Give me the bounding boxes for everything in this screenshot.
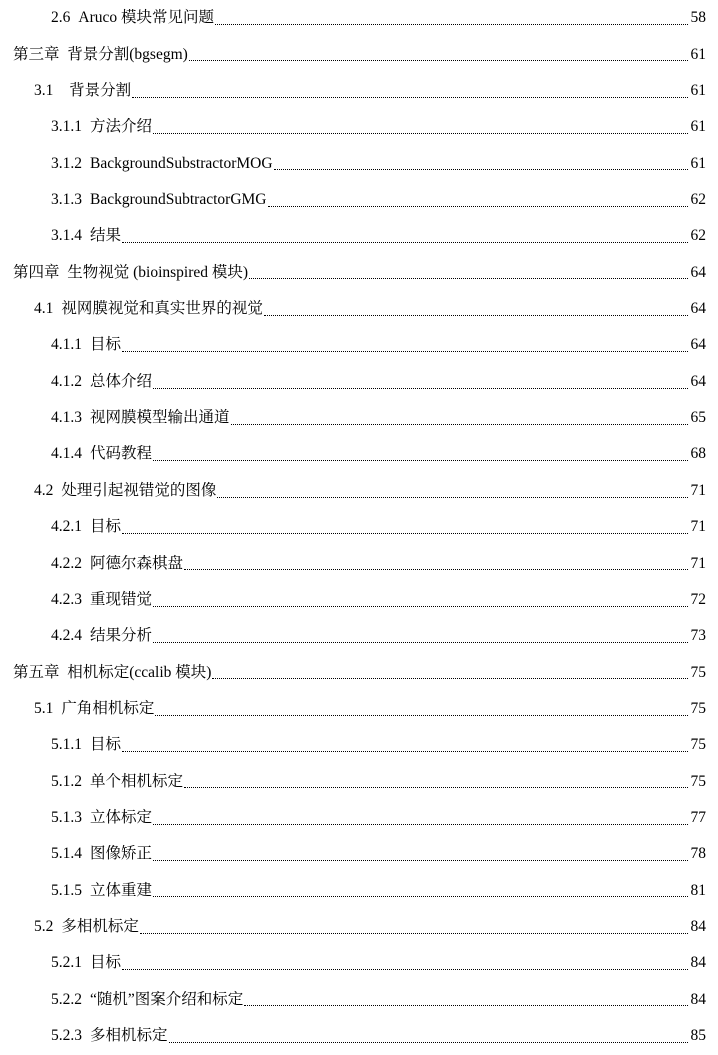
dot-leader	[122, 241, 688, 243]
toc-entry-number: 4.1.2	[51, 372, 82, 390]
toc-entry[interactable]	[0, 836, 718, 872]
toc-entry-number: 5.2.1	[51, 954, 82, 972]
toc-entry-number: 4.2.2	[51, 554, 82, 572]
toc-entry-page-number: 84	[690, 918, 706, 935]
toc-entry-page-number: 84	[690, 990, 706, 1008]
toc-entry-number: 5.2	[34, 918, 54, 935]
toc-entry-number: 4.2.4	[51, 627, 82, 645]
toc-entry-number: 4.2.1	[51, 518, 82, 536]
toc-entry[interactable]	[0, 291, 718, 327]
dot-leader	[244, 1004, 688, 1006]
toc-entry-page-number: 75	[690, 772, 706, 790]
toc-entry-page-number: 64	[690, 263, 706, 281]
toc-entry-page-number: 75	[690, 699, 706, 717]
toc-entry[interactable]	[0, 800, 718, 836]
toc-entry-title: 第五章 相机标定(ccalib 模块)	[13, 663, 212, 681]
toc-entry[interactable]	[0, 582, 718, 618]
toc-entry-title: 目标	[90, 736, 122, 754]
toc-entry[interactable]	[0, 691, 718, 727]
toc-entry-page-number: 64	[690, 336, 706, 354]
toc-entry-page-number: 71	[690, 518, 706, 536]
toc-entry-number: 5.2.3	[51, 1027, 82, 1045]
toc-entry-page-number: 61	[690, 154, 706, 172]
dot-leader	[217, 496, 688, 498]
toc-entry-title: 视网膜视觉和真实世界的视觉	[61, 300, 263, 318]
dot-leader	[153, 895, 688, 897]
toc-entry-page-number: 61	[690, 81, 706, 99]
toc-entry-number: 4.1.1	[51, 336, 82, 354]
toc-entry-number: 5.1	[34, 699, 54, 717]
toc-entry-number: 5.1.1	[51, 736, 82, 754]
toc-entry-page-number: 62	[690, 191, 706, 208]
toc-entry-title: 目标	[90, 954, 122, 972]
dot-leader	[122, 750, 688, 752]
toc-entry-title: 阿德尔森棋盘	[90, 554, 184, 572]
toc-entry[interactable]	[0, 618, 718, 654]
toc-entry-title: 第四章 生物视觉 (bioinspired 模块)	[13, 263, 249, 281]
dot-leader	[140, 932, 688, 934]
toc-entry-number: 3.1.4	[51, 227, 82, 245]
dot-leader	[169, 1041, 688, 1043]
toc-entry-number: 5.1.4	[51, 845, 82, 863]
toc-entry[interactable]	[0, 654, 718, 690]
toc-entry-title: 立体标定	[90, 808, 153, 826]
toc-entry-number: 2.6	[51, 9, 71, 27]
dot-leader	[153, 823, 688, 825]
dot-leader	[153, 641, 688, 643]
toc-entry-number: 5.1.3	[51, 808, 82, 826]
dot-leader	[264, 314, 688, 316]
toc-entry[interactable]	[0, 400, 718, 436]
dot-leader	[155, 714, 688, 716]
toc-entry-title: 立体重建	[90, 881, 153, 899]
toc-entry-number: 4.1.3	[51, 409, 82, 427]
toc-entry-title: 视网膜模型输出通道	[90, 409, 230, 427]
dot-leader	[215, 23, 688, 25]
toc-entry[interactable]	[0, 36, 718, 72]
dot-leader	[212, 677, 688, 679]
dot-leader	[231, 423, 688, 425]
toc-entry-page-number: 71	[690, 554, 706, 572]
dot-leader	[184, 786, 688, 788]
dot-leader	[132, 96, 688, 98]
toc-entry[interactable]	[0, 763, 718, 799]
toc-entry-number: 4.2	[34, 481, 54, 499]
toc-entry-title: Aruco 模块常见问题	[78, 9, 214, 27]
toc-entry-page-number: 75	[690, 736, 706, 754]
toc-entry-title: 处理引起视错觉的图像	[61, 481, 217, 499]
toc-entry-number: 3.1.3	[51, 191, 82, 208]
dot-leader	[122, 350, 688, 352]
toc-entry[interactable]	[0, 545, 718, 581]
dot-leader	[153, 459, 688, 461]
toc-entry[interactable]	[0, 109, 718, 145]
toc-entry-number: 5.2.2	[51, 990, 82, 1008]
toc-entry-title: 方法介绍	[90, 118, 153, 136]
toc-entry[interactable]	[0, 909, 718, 945]
toc-entry-page-number: 61	[690, 118, 706, 136]
toc-entry-title: 目标	[90, 518, 122, 536]
toc-entry-number: 5.1.2	[51, 772, 82, 790]
toc-entry-title: 多相机标定	[61, 918, 139, 935]
toc-entry-page-number: 58	[690, 9, 706, 27]
toc-entry-page-number: 78	[690, 845, 706, 863]
dot-leader	[122, 532, 688, 534]
toc-entry-title: 目标	[90, 336, 122, 354]
toc-entry-page-number: 61	[690, 45, 706, 63]
toc-entry-title: 总体介绍	[90, 372, 153, 390]
toc-entry-page-number: 64	[690, 300, 706, 318]
dot-leader	[274, 168, 688, 170]
toc-entry[interactable]	[0, 436, 718, 472]
toc-entry-page-number: 84	[690, 954, 706, 972]
dot-leader	[153, 387, 688, 389]
toc-entry-number: 5.1.5	[51, 881, 82, 899]
toc-entry[interactable]	[0, 218, 718, 254]
toc-entry[interactable]	[0, 254, 718, 290]
dot-leader	[122, 968, 688, 970]
toc-entry-title: 单个相机标定	[90, 772, 184, 790]
toc-entry[interactable]	[0, 945, 718, 981]
toc-entry-page-number: 75	[690, 663, 706, 681]
toc-entry-title: 广角相机标定	[61, 699, 155, 717]
toc-entry-number: 3.1	[34, 81, 54, 99]
toc-entry-page-number: 68	[690, 445, 706, 463]
toc-entry[interactable]	[0, 73, 718, 109]
toc-entry[interactable]	[0, 182, 718, 218]
toc-entry-number: 4.2.3	[51, 590, 82, 608]
toc-entry-title: 代码教程	[90, 445, 153, 463]
toc-entry[interactable]	[0, 145, 718, 181]
toc-entry-title: 背景分割	[61, 81, 132, 99]
toc-entry-title: 图像矫正	[90, 845, 153, 863]
toc-entry-page-number: 85	[690, 1027, 706, 1045]
toc-entry-number: 3.1.1	[51, 118, 82, 136]
toc-entry-page-number: 71	[690, 481, 706, 499]
toc-entry-title: BackgroundSubstractorMOG	[90, 154, 273, 172]
toc-entry-number: 3.1.2	[51, 154, 82, 172]
dot-leader	[189, 59, 688, 61]
toc-entry[interactable]	[0, 364, 718, 400]
toc-entry[interactable]	[0, 981, 718, 1017]
toc-entry-title: BackgroundSubtractorGMG	[90, 191, 267, 208]
toc-entry-title: 重现错觉	[90, 590, 153, 608]
toc-entry-page-number: 72	[690, 590, 706, 608]
dot-leader	[268, 205, 689, 207]
toc-entry[interactable]	[0, 727, 718, 763]
toc-entry-page-number: 81	[690, 881, 706, 899]
toc-entry-number: 4.1	[34, 300, 54, 318]
toc-entry-title: 结果	[90, 227, 122, 245]
toc-entry[interactable]	[0, 509, 718, 545]
toc-entry-page-number: 62	[690, 227, 706, 245]
toc-entry-page-number: 73	[690, 627, 706, 645]
toc-entry-title: 多相机标定	[90, 1027, 168, 1045]
dot-leader	[153, 605, 688, 607]
toc-entry-page-number: 64	[690, 372, 706, 390]
toc-entry[interactable]	[0, 473, 718, 509]
dot-leader	[153, 132, 688, 134]
toc-entry-title: 结果分析	[90, 627, 153, 645]
toc-entry[interactable]	[0, 327, 718, 363]
toc-entry[interactable]	[0, 0, 718, 36]
dot-leader	[249, 277, 688, 279]
toc-entry-page-number: 65	[690, 409, 706, 427]
toc-entry[interactable]	[0, 1018, 718, 1054]
toc-entry-number: 4.1.4	[51, 445, 82, 463]
toc-entry-title: “随机”图案介绍和标定	[90, 990, 244, 1008]
toc-entry-page-number: 77	[690, 808, 706, 826]
toc-entry[interactable]	[0, 872, 718, 908]
dot-leader	[184, 568, 688, 570]
toc-entry-title: 第三章 背景分割(bgsegm)	[13, 45, 188, 63]
dot-leader	[153, 859, 688, 861]
